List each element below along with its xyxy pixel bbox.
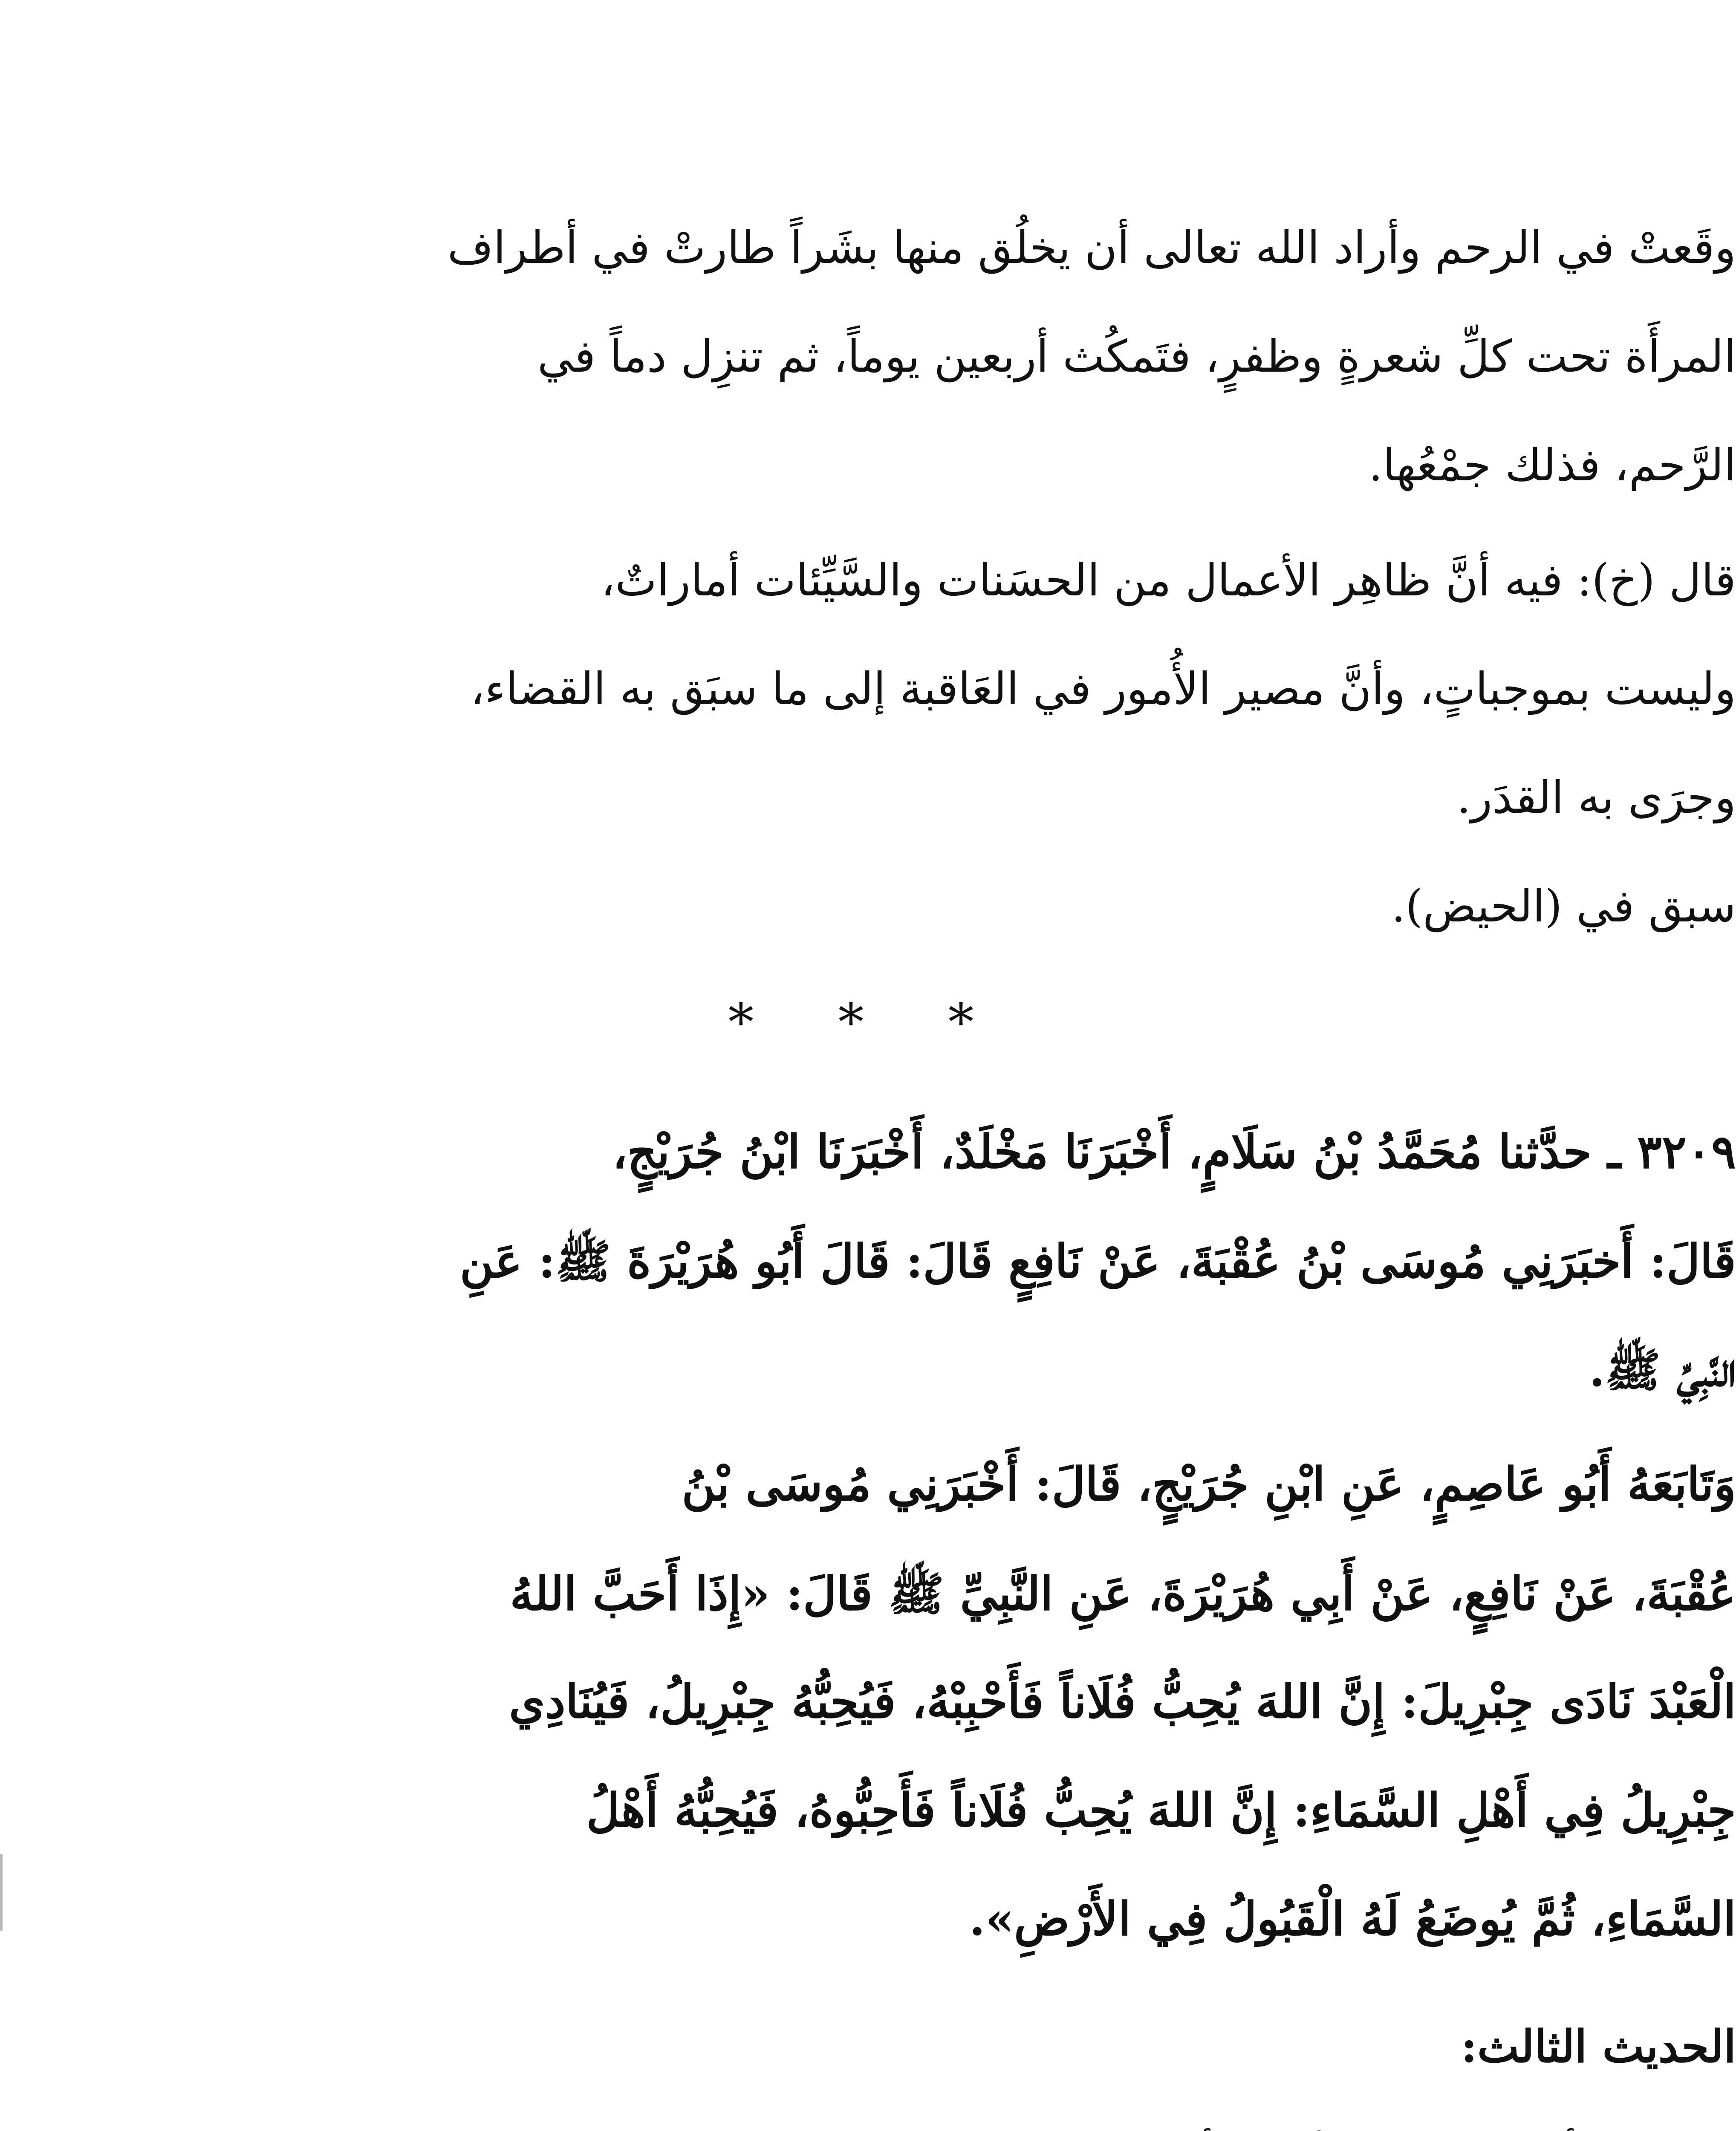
section-heading: الحديث الثالث:: [1461, 2020, 1736, 2073]
text-line: الرَّحم، فذلك جمْعُها.: [1368, 439, 1736, 491]
text-line: وليست بموجباتٍ، وأنَّ مصير الأُمور في العَاقبة إلى ما سبَق به القضاء،: [470, 663, 1736, 715]
text-line: قال (خ): فيه أنَّ ظاهِر الأعمال من الحسَنات والسَّيِّئات أماراتٌ،: [601, 554, 1736, 606]
hadith-line: وَتَابَعَهُ أَبُو عَاصِمٍ، عَنِ ابْنِ جُرَيْجٍ، قَالَ: أَخْبَرَنِي مُوسَى بْنُ: [682, 1458, 1736, 1511]
section-separator: * * *: [728, 993, 1008, 1052]
hadith-line: ٣٢٠٩ ـ حدَّثنا مُحَمَّدُ بْنُ سَلَامٍ، أَخْبَرَنَا مَخْلَدٌ، أَخْبَرَنَا ابْنُ جُرَيْجٍ،: [612, 1125, 1736, 1179]
hadith-line: النَّبِيِّ ﷺ.: [1589, 1343, 1736, 1397]
hadith-line: جِبْرِيلُ فِي أَهْلِ السَّمَاءِ: إِنَّ اللهَ يُحِبُّ فُلَاناً فَأَحِبُّوهُ، فَيُحِبُّهُ أَهْلُ: [586, 1784, 1736, 1837]
hadith-line: الْعَبْدَ نَادَى جِبْرِيلَ: إِنَّ اللهَ يُحِبُّ فُلَاناً فَأَحْبِبْهُ، فَيُحِبُّهُ جِبْرِيلُ، فَيُنَادِي: [509, 1675, 1736, 1729]
text-line: المرأَة تحت كلِّ شعرةٍ وظفرٍ، فتَمكُث أربعين يوماً، ثم تنزِل دماً في: [537, 330, 1736, 382]
text-line: سبق في (الحيض).: [1391, 880, 1736, 932]
text-line: وجرَى به القدَر.: [1456, 771, 1736, 823]
hadith-line: عُقْبَةَ، عَنْ نَافِعٍ، عَنْ أَبِي هُرَيْرَةَ، عَنِ النَّبِيِّ ﷺ قَالَ: «إِذَا أَحَبَّ اللهُ: [510, 1567, 1736, 1621]
hadith-line: السَّمَاءِ، ثُمَّ يُوضَعُ لَهُ الْقَبُولُ فِي الأَرْضِ».: [969, 1892, 1736, 1946]
scan-edge-mark: [0, 1854, 3, 1931]
text-line: وقَعتْ في الرحم وأراد الله تعالى أن يخلُق منها بشَراً طارتْ في أطراف: [447, 222, 1736, 274]
hadith-line: قَالَ: أَخبَرَنِي مُوسَى بْنُ عُقْبَةَ، عَنْ نَافِعٍ قَالَ: قَالَ أَبُو هُرَيْرَةَ ﷺ: عَنِ: [459, 1235, 1736, 1288]
